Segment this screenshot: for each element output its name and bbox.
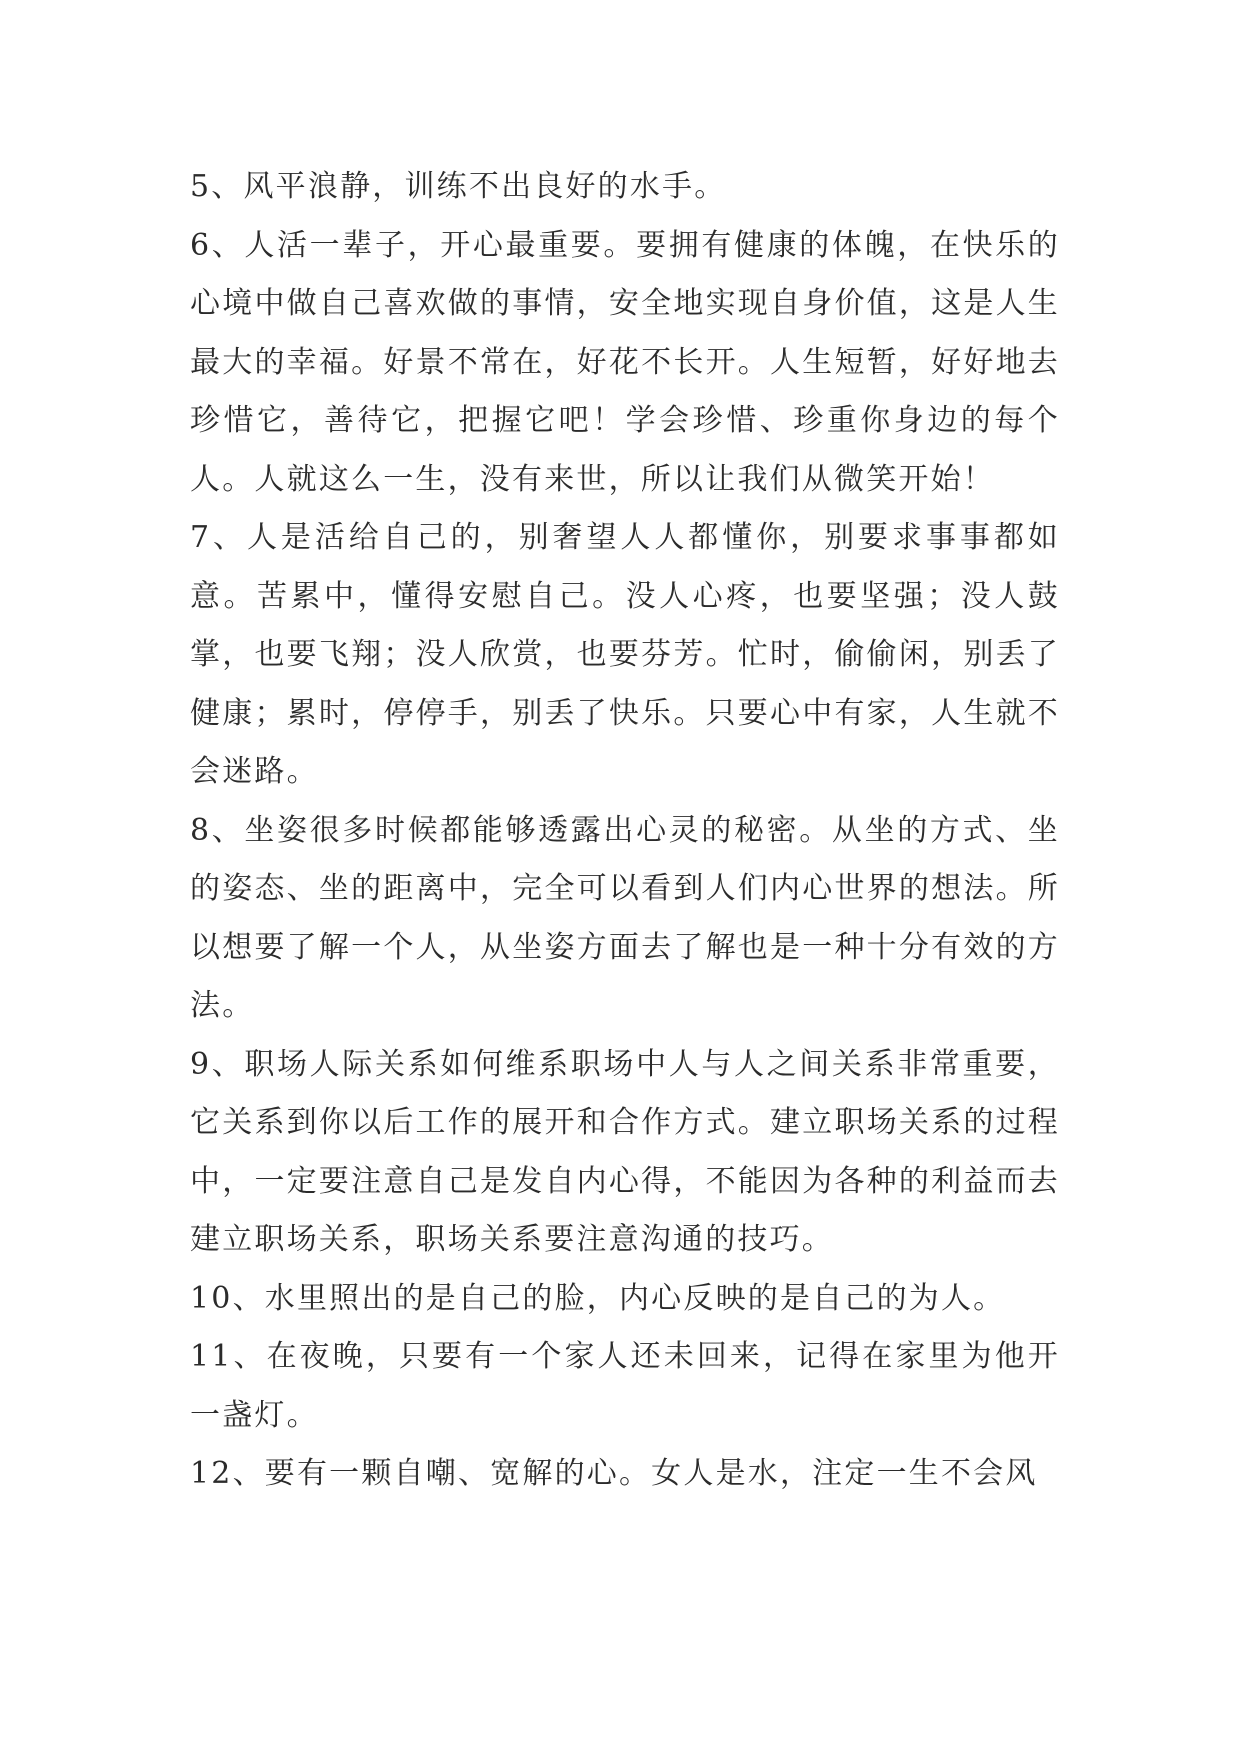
paragraph-10: 10、水里照出的是自己的脸，内心反映的是自己的为人。	[190, 1280, 1006, 1316]
paragraph-11: 11、在夜晚，只要有一个家人还未回来，记得在家里为他开一盏灯。	[190, 1339, 1060, 1433]
paragraph-7: 7、人是活给自己的，别奢望人人都懂你，别要求事事都如意。苦累中，懂得安慰自己。没人心疼，也要坚强；没人鼓掌，也要飞翔；没人欣赏，也要芬芳。忙时，偷偷闲，别丢了健康；累时，停停手，别丢了快乐。只要心中有家，人生就不会迷路。	[190, 520, 1060, 789]
document-body	[190, 158, 1060, 1504]
paragraph-9: 9、职场人际关系如何维系职场中人与人之间关系非常重要，它关系到你以后工作的展开和合作方式。建立职场关系的过程中，一定要注意自己是发自内心得，不能因为各种的利益而去建立职场关系，职场关系要注意沟通的技巧。	[190, 1046, 1060, 1257]
paragraph-5: 5、风平浪静，训练不出良好的水手。	[190, 169, 727, 204]
paragraph-12: 12、要有一颗自嘲、宽解的心。女人是水，注定一生不会风	[190, 1456, 1038, 1491]
paragraph-6: 6、人活一辈子，开心最重要。要拥有健康的体魄，在快乐的心境中做自己喜欢做的事情，安全地实现自身价值，这是人生最大的幸福。好景不常在，好花不长开。人生短暂，好好地去珍惜它，善待它，把握它吧！学会珍惜、珍重你身边的每个人。人就这么一生，没有来世，所以让我们从微笑开始！	[190, 227, 1060, 497]
paragraph-8: 8、坐姿很多时候都能够透露出心灵的秘密。从坐的方式、坐的姿态、坐的距离中，完全可以看到人们内心世界的想法。所以想要了解一个人，从坐姿方面去了解也是一种十分有效的方法。	[190, 812, 1060, 1023]
